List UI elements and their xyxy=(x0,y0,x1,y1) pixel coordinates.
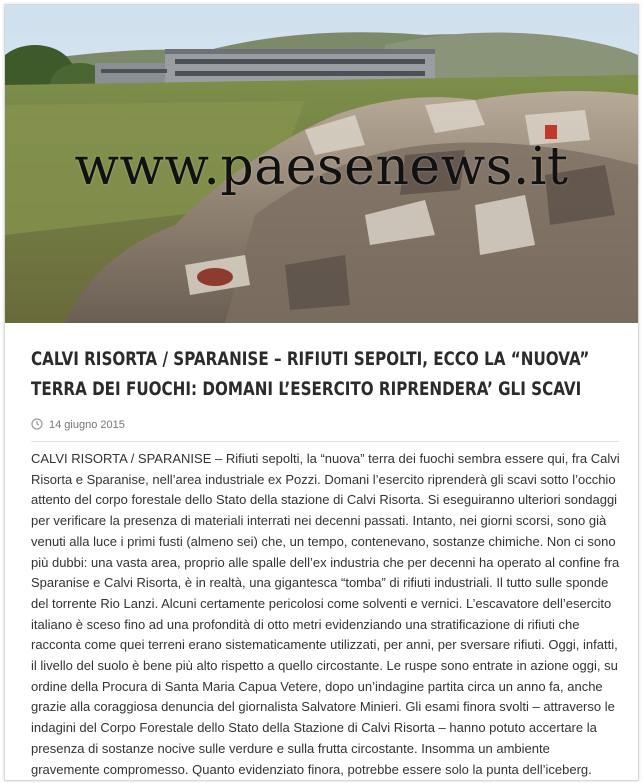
article-date: 14 giugno 2015 xyxy=(49,419,125,431)
article-title[interactable]: CALVI RISORTA / SPARANISE – RIFIUTI SEPOLTI, ECCO LA “NUOVA” TERRA DEI FUOCHI: DOMANI L’ESERCITO RIPRENDERA’ GLI SCAVI xyxy=(31,349,590,400)
site-watermark: www.paesenews.it xyxy=(74,137,569,197)
clock-icon xyxy=(31,418,43,433)
article-body: CALVI RISORTA / SPARANISE – Rifiuti sepolti, la “nuova” terra dei fuochi sembra essere qui, fra Calvi Risorta e Sparanise, nell’area industriale ex Pozzi. Domani l’esercito riprenderà gli scavi sotto l’occhio attento del corpo forestale dello Stato della stazione di Calvi Risorta. Si eseguiranno ulteriori sondaggi per verificare la presenza di materiali interrati nei decenni passati. Intanto, nei giorni scorsi, sono già venuti alla luce i primi fusti (almeno sei) che, un tempo, contenevano, sostanze chimiche. Non ci sono più dubbi: una vasta area, proprio alle spalle dell’ex industria che per decenni ha operato al confine fra Sparanise e Calvi Risorta, è in realtà, una gigantesca “tomba” di rifiuti industriali. Il tutto sulle sponde del torrente Rio Lanzi. Alcuni certamente pericolosi come solventi e vernici. L’escavatore dell’esercito italiano è sceso fino ad una profondità di otto metri evidenziando una stratificazione di rifiuti che racconta come quei terreni erano sistematicamente utilizzati, per anni, per sversare rifiuti. Oggi, infatti, il livello del suolo è bene più alto rispetto a quello circostante. Le ruspe sono entrate in azione oggi, su ordine della Procura di Santa Maria Capua Vetere, dopo un’indagine partita circa un anno fa, anche grazie alla coraggiosa denuncia del giornalista Salvatore Minieri. Gli esami finora svolti – attraverso le indagini del Corpo Forestale dello Stato della Stazione di Calvi Risorta – hanno potuto accertare la presenza di sostanze nocive sulle verdure e sulla frutta circostante. Insomma un ambiente gravemente compromesso. Quanto evidenziato finora, potrebbe essere solo la punta dell’iceberg. xyxy=(31,451,620,777)
article-meta xyxy=(31,417,619,442)
article-photo xyxy=(5,5,638,323)
article-card xyxy=(4,4,639,781)
